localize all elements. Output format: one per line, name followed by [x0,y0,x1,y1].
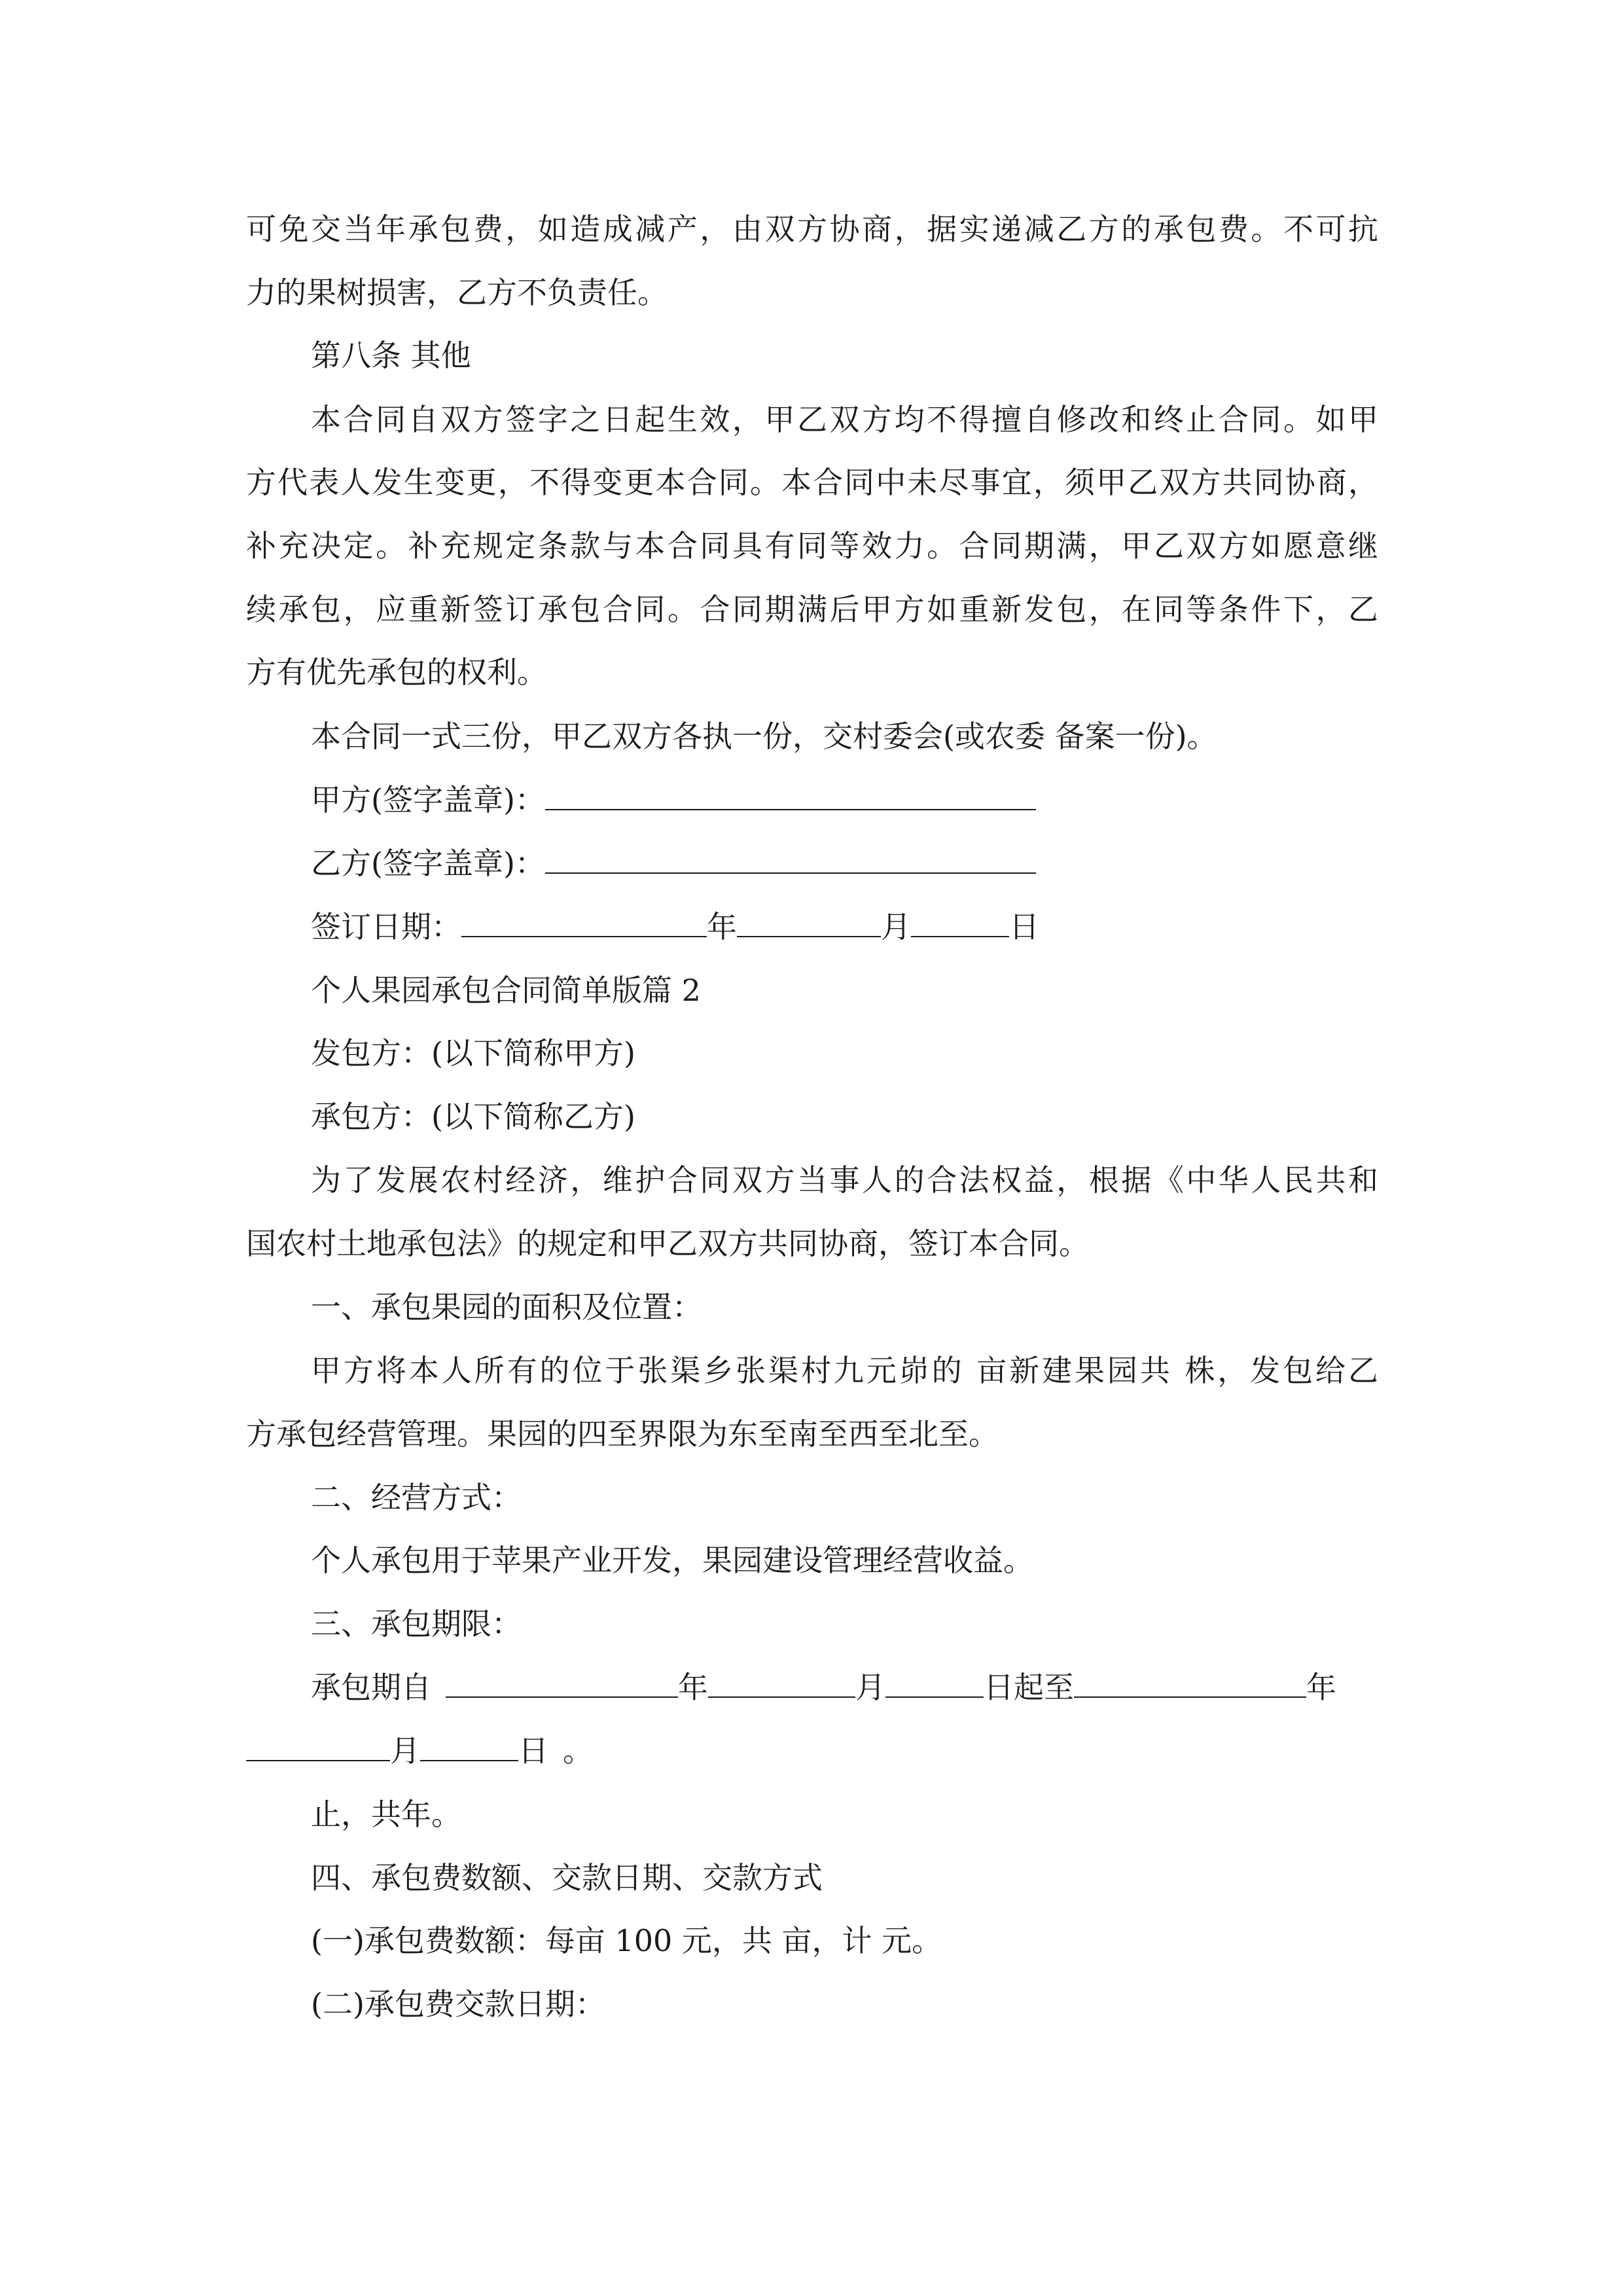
year-label: 年 [707,909,737,944]
paragraph-line: 力的果树损害，乙方不负责任。 [246,275,668,310]
paragraph-line: 止，共年。 [311,1797,461,1832]
paragraph-line: 可免交当年承包费，如造成减产，由双方协商，据实递减乙方的承包费。不可抗 [246,211,1378,247]
party-b-signature-label: 乙方(签字盖章)： [311,846,545,881]
section-heading: 一、承包果园的面积及位置： [311,1289,702,1325]
sign-date-label: 签订日期： [311,909,461,944]
party-b-signature-blank[interactable] [545,846,1036,874]
term-end-day-blank[interactable] [420,1734,518,1761]
day-label: 日 [518,1733,548,1768]
month-label: 月 [881,909,911,944]
section-heading: 三、承包期限： [311,1606,522,1641]
paragraph-line: 补充决定。补充规定条款与本合同具有同等效力。合同期满，甲乙双方如愿意继 [246,528,1378,564]
section-heading: 二、经营方式： [311,1480,522,1515]
sign-date-line [311,906,1378,948]
term-start-day-blank[interactable] [885,1670,984,1698]
party-a-signature-label: 甲方(签字盖章)： [311,782,545,817]
term-end-month-blank[interactable] [246,1734,390,1761]
term-end-line [246,1730,1378,1772]
day-label: 日 [1009,909,1039,944]
paragraph-line: 方承包经营管理。果园的四至界限为东至南至西至北至。 [246,1416,999,1452]
paragraph-line: 国农村土地承包法》的规定和甲乙双方共同协商，签订本合同。 [246,1226,1089,1261]
paragraph-line: 方有优先承包的权利。 [246,655,547,690]
article-title: 个人果园承包合同简单版篇 2 [311,973,701,1008]
period-mark: 。 [563,1733,593,1768]
sign-year-blank[interactable] [461,910,707,937]
paragraph-line: 本合同一式三份，甲乙双方各执一份，交村委会(或农委 备案一份)。 [311,719,1217,754]
month-label: 月 [390,1733,420,1768]
paragraph-line: 本合同自双方签字之日起生效，甲乙双方均不得擅自修改和终止合同。如甲 [311,402,1378,437]
sign-month-blank[interactable] [737,910,881,937]
issuer-line: 发包方：(以下简称甲方) [311,1035,635,1071]
day-from-label: 日起至 [984,1670,1074,1705]
term-prefix: 承包期自 [311,1670,431,1705]
term-start-year-blank[interactable] [446,1670,678,1698]
party-b-signature-line [311,842,1378,884]
paragraph-line: 甲方将本人所有的位于张渠乡张渠村九元峁的 亩新建果园共 株，发包给乙 [311,1353,1378,1388]
party-a-signature-line [311,779,1378,821]
term-end-year-blank[interactable] [1074,1670,1306,1698]
term-line [311,1666,1378,1708]
month-label: 月 [855,1670,885,1705]
paragraph-line: 方代表人发生变更，不得变更本合同。本合同中未尽事宜，须甲乙双方共同协商， [246,465,1378,500]
section-heading: 四、承包费数额、交款日期、交款方式 [311,1860,823,1895]
paragraph-line: 为了发展农村经济，维护合同双方当事人的合法权益，根据《中华人民共和 [311,1162,1378,1198]
fee-date-line: (二)承包费交款日期： [311,1986,605,2022]
section-heading: 第八条 其他 [311,338,471,373]
paragraph-line: 个人承包用于苹果产业开发，果园建设管理经营收益。 [311,1543,1033,1578]
term-start-month-blank[interactable] [708,1670,855,1698]
year-label: 年 [1306,1670,1336,1705]
sign-day-blank[interactable] [911,910,1009,937]
fee-amount-line: (一)承包费数额：每亩 100 元，共 亩，计 元。 [311,1923,942,1958]
year-label: 年 [678,1670,708,1705]
contractor-line: 承包方：(以下简称乙方) [311,1099,635,1134]
party-a-signature-blank[interactable] [545,783,1036,810]
paragraph-line: 续承包，应重新签订承包合同。合同期满后甲方如重新发包，在同等条件下，乙 [246,592,1378,627]
